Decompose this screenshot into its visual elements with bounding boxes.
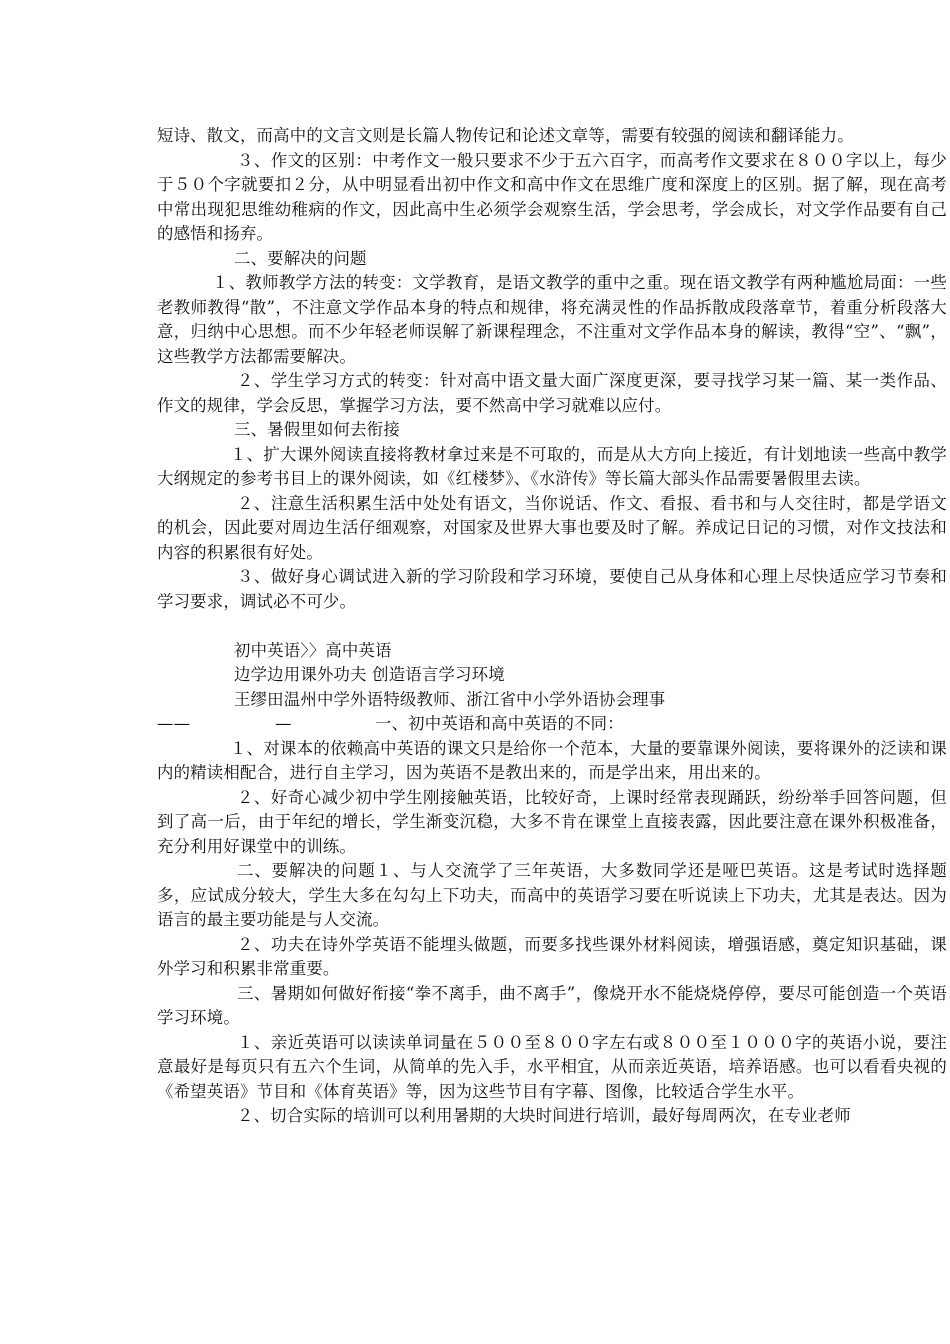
paragraph-student-method: ２、学生学习方式的转变：针对高中语文量大面广深度更深，要寻找学习某一篇、某一类作品、作文的规律，学会反思，掌握学习方法，要不然高中学习就难以应付。 xyxy=(157,371,947,415)
paragraph-curiosity: ２、好奇心减少初中学生刚接触英语，比较好奇，上课时经常表现踊跃，纷纷举手回答问题，但到了高一后，由于年纪的增长，学生渐变沉稳，大多不肯在课堂上直接表露，因此要注意在课外积极准备，充分利用好课堂中的训练。 xyxy=(157,787,947,856)
blank-line xyxy=(157,614,947,639)
paragraph-summer-plan: 三、暑期如何做好衔接“拳不离手，曲不离手”，像烧开水不能烧烧停停，要尽可能创造一个英语学习环境。 xyxy=(157,983,947,1027)
paragraph-approach-english: １、亲近英语可以读读单词量在５００至８００字左右或８００至１０００字的英语小说，要注意最好是每页只有五六个生词，从简单的先入手，水平相宜，从而亲近英语，培养语感。也可以看看央视的《希望英语》节目和《体育英语》等，因为这些节目有字幕、图像，比较适合学生水平。 xyxy=(157,1032,947,1101)
paragraph-beyond-poetry: ２、功夫在诗外学英语不能埋头做题，而要多找些课外材料阅读，增强语感，奠定知识基础，课外学习和积累非常重要。 xyxy=(157,934,947,978)
dash-middle: — xyxy=(275,714,292,733)
paragraph-teacher-method: １、教师教学方法的转变：文学教育，是语文教学的重中之重。现在语文教学有两种尴尬局面：一些老教师教得“散”，不注意文学作品本身的特点和规律，将充满灵性的作品拆散成段落章节，着重分析段落大意，归纳中心思想。而不少年轻老师误解了新课程理念，不注重对文学作品本身的解读，教得“空”、“飘”，这些教学方法都需要解决。 xyxy=(157,273,947,366)
dash-heading-row xyxy=(157,712,947,737)
paragraph-communication: 二、要解决的问题１、与人交流学了三年英语，大多数同学还是哑巴英语。这是考试时选择题多，应试成分较大，学生大多在勾勾上下功夫，而高中的英语学习要在听说读上下功夫，尤其是表达。因为语言的最主要功能是与人交流。 xyxy=(157,861,947,929)
paragraph-textbook-dependence: １、对课本的依赖高中英语的课文只是给你一个范本，大量的要靠课外阅读，要将课外的泛读和课内的精读相配合，进行自主学习，因为英语不是教出来的，而是学出来，用出来的。 xyxy=(157,738,947,782)
paragraph-training: ２、切合实际的培训可以利用暑期的大块时间进行培训，最好每周两次，在专业老师 xyxy=(237,1106,851,1125)
dash-left: —— xyxy=(157,714,191,733)
paragraph-adjustment: ３、做好身心调试进入新的学习阶段和学习环境，要使自己从身体和心理上尽快适应学习节奏和学习要求，调试必不可少。 xyxy=(157,567,947,611)
article-title: 初中英语〉〉高中英语 xyxy=(234,640,392,660)
article-subtitle: 边学边用课外功夫 创造语言学习环境 xyxy=(234,665,505,684)
paragraph-composition-difference: ３、作文的区别：中考作文一般只要求不少于五六百字，而高考作文要求在８００字以上，每少于５０个字就要扣２分，从中明显看出初中作文和高中作文在思维广度和深度上的区别。据了解，现在高考中常出现犯思维幼稚病的作文，因此高中生必须学会观察生活，学会思考，学会成长，对文学作品要有自己的感悟和扬弃。 xyxy=(157,150,947,243)
paragraph-life-accumulation: ２、注意生活积累生活中处处有语文，当你说话、作文、看报、看书和与人交往时，都是学语文的机会，因此要对周边生活仔细观察，对国家及世界大事也要及时了解。养成记日记的习惯，对作文技法和内容的积累很有好处。 xyxy=(157,493,947,562)
heading-problems: 二、要解决的问题 xyxy=(234,248,367,268)
heading-summer-bridge: 三、暑假里如何去衔接 xyxy=(234,420,400,439)
document-body xyxy=(157,124,947,1129)
article-author: 王缪田温州中学外语特级教师、浙江省中小学外语协会理事 xyxy=(234,689,666,709)
paragraph-extra-reading: １、扩大课外阅读直接将教材拿过来是不可取的，而是从大方向上接近，有计划地读一些高中教学大纲规定的参考书目上的课外阅读，如《红楼梦》、《水浒传》等长篇大部头作品需要暑假里去读。 xyxy=(157,444,947,488)
heading-differences: 一、初中英语和高中英语的不同： xyxy=(375,714,624,733)
paragraph-intro-continued: 短诗、散文，而高中的文言文则是长篇人物传记和论述文章等，需要有较强的阅读和翻译能力。 xyxy=(157,126,854,145)
